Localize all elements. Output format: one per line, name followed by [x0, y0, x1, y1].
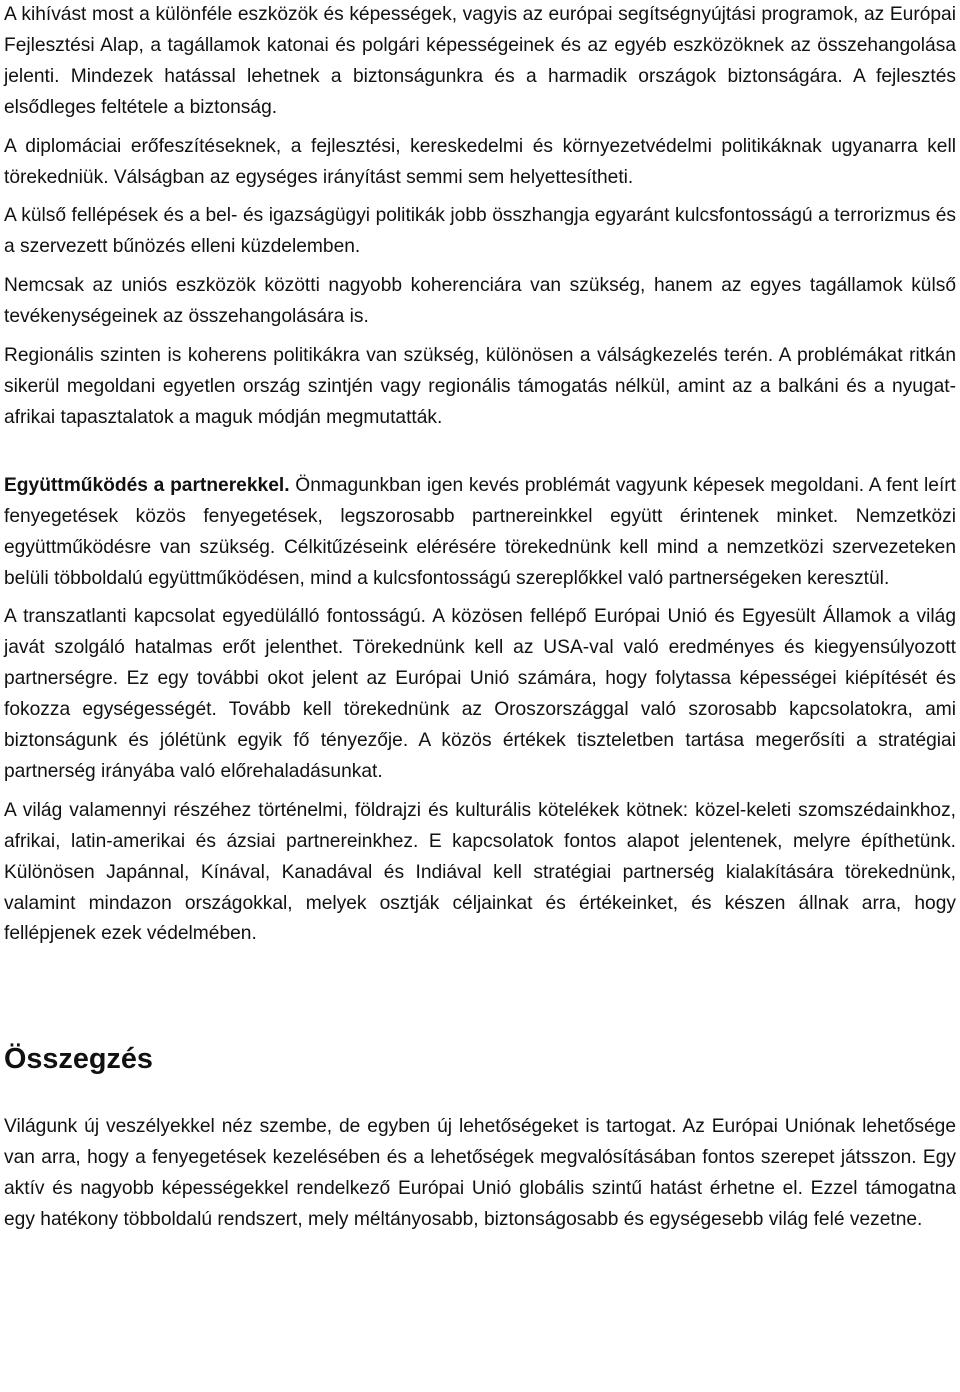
paragraph-challenge: A kihívást most a különféle eszközök és képességek, vagyis az európai segítségnyújtási programok, az Európai Fejlesztési Alap, a tagállamok katonai és polgári képességeinek és az egyéb eszközöknek az összehangolása jelenti. Mindezek hatással lehetnek a biztonságunkra és a harmadik országok biztonságára. A fejlesztés elsődleges feltétele a biztonság. [4, 4, 956, 118]
partners-heading: Együttműködés a partnerekkel. [4, 474, 290, 496]
section-title-summary: Összegzés [4, 1043, 153, 1076]
paragraph-external-actions: A külső fellépések és a bel- és igazságügyi politikák jobb összhangja egyaránt kulcsfontosságú a terrorizmus és a szervezett bűnözés elleni küzdelemben. [4, 205, 956, 258]
paragraph-partners [4, 471, 956, 595]
paragraph-regional: Regionális szinten is koherens politikákra van szükség, különösen a válságkezelés terén. A problémákat ritkán sikerül megoldani egyetlen ország szintjén vagy regionális támogatás nélkül, amint az a balkáni és a nyugat-afrikai tapasztalatok a maguk módján megmutatták. [4, 345, 956, 428]
paragraph-transatlantic: A transzatlanti kapcsolat egyedülálló fontosságú. A közösen fellépő Európai Unió és Egyesült Államok a világ javát szolgáló hatalmas erőt jelenthet. Törekednünk kell az USA-val való eredményes és kiegyensúlyozott partnerségre. Ez egy további okot jelent az Európai Unió számára, hogy folytassa képességei kiépítését és fokozza egységességét. Tovább kell törekednünk az Oroszországgal való szorosabb kapcsolatokra, ami biztonságunk és jólétünk egyik fő tényezője. A közös értékek tiszteletben tartása megerősíti a stratégiai partnerség irányába való előrehaladásunkat. [4, 606, 956, 782]
paragraph-summary: Világunk új veszélyekkel néz szembe, de egyben új lehetőségeket is tartogat. Az Európai Uniónak lehetősége van arra, hogy a fenyegetések kezelésében és a lehetőségek megvalósításában fontos szerepet játsszon. Egy aktív és nagyobb képességekkel rendelkező Európai Unió globális szintű hatást érhetne el. Ezzel támogatna egy hatékony többoldalú rendszert, mely méltányosabb, biztonságosabb és egységesebb világ felé vezetne. [4, 1116, 956, 1230]
paragraph-diplomacy: A diplomáciai erőfeszítéseknek, a fejlesztési, kereskedelmi és környezetvédelmi politikáknak ugyanarra kell törekedniük. Válságban az egységes irányítást semmi sem helyettesítheti. [4, 135, 956, 188]
paragraph-coherence: Nemcsak az uniós eszközök közötti nagyobb koherenciára van szükség, hanem az egyes tagállamok külső tevékenységeinek az összehangolására is. [4, 275, 956, 328]
paragraph-world-ties: A világ valamennyi részéhez történelmi, földrajzi és kulturális kötelékek kötnek: közel-keleti szomszédainkhoz, afrikai, latin-amerikai és ázsiai partnereinkhez. E kapcsolatok fontos alapot jelentenek, melyre építhetünk. Különösen Japánnal, Kínával, Kanadával és Indiával kell stratégiai partnerség kialakítására törekednünk, valamint mindazon országokkal, melyek osztják céljainkat és értékeinket, és készen állnak arra, hogy fellépjenek ezek védelmében. [4, 799, 956, 945]
partners-body: Önmagunkban igen kevés problémát vagyunk képesek megoldani. A fent leírt fenyegetések közös fenyegetések, legszorosabb partnereinkkel együtt érintenek minket. Nemzetközi együttműködésre van szükség. Célkitűzéseink elérésére törekednünk kell mind a nemzetközi szervezeteken belüli többoldalú együttműködésen, mind a kulcsfontosságú szereplőkkel való partnerségeken keresztül. [4, 474, 956, 589]
document-page [4, 0, 956, 1236]
